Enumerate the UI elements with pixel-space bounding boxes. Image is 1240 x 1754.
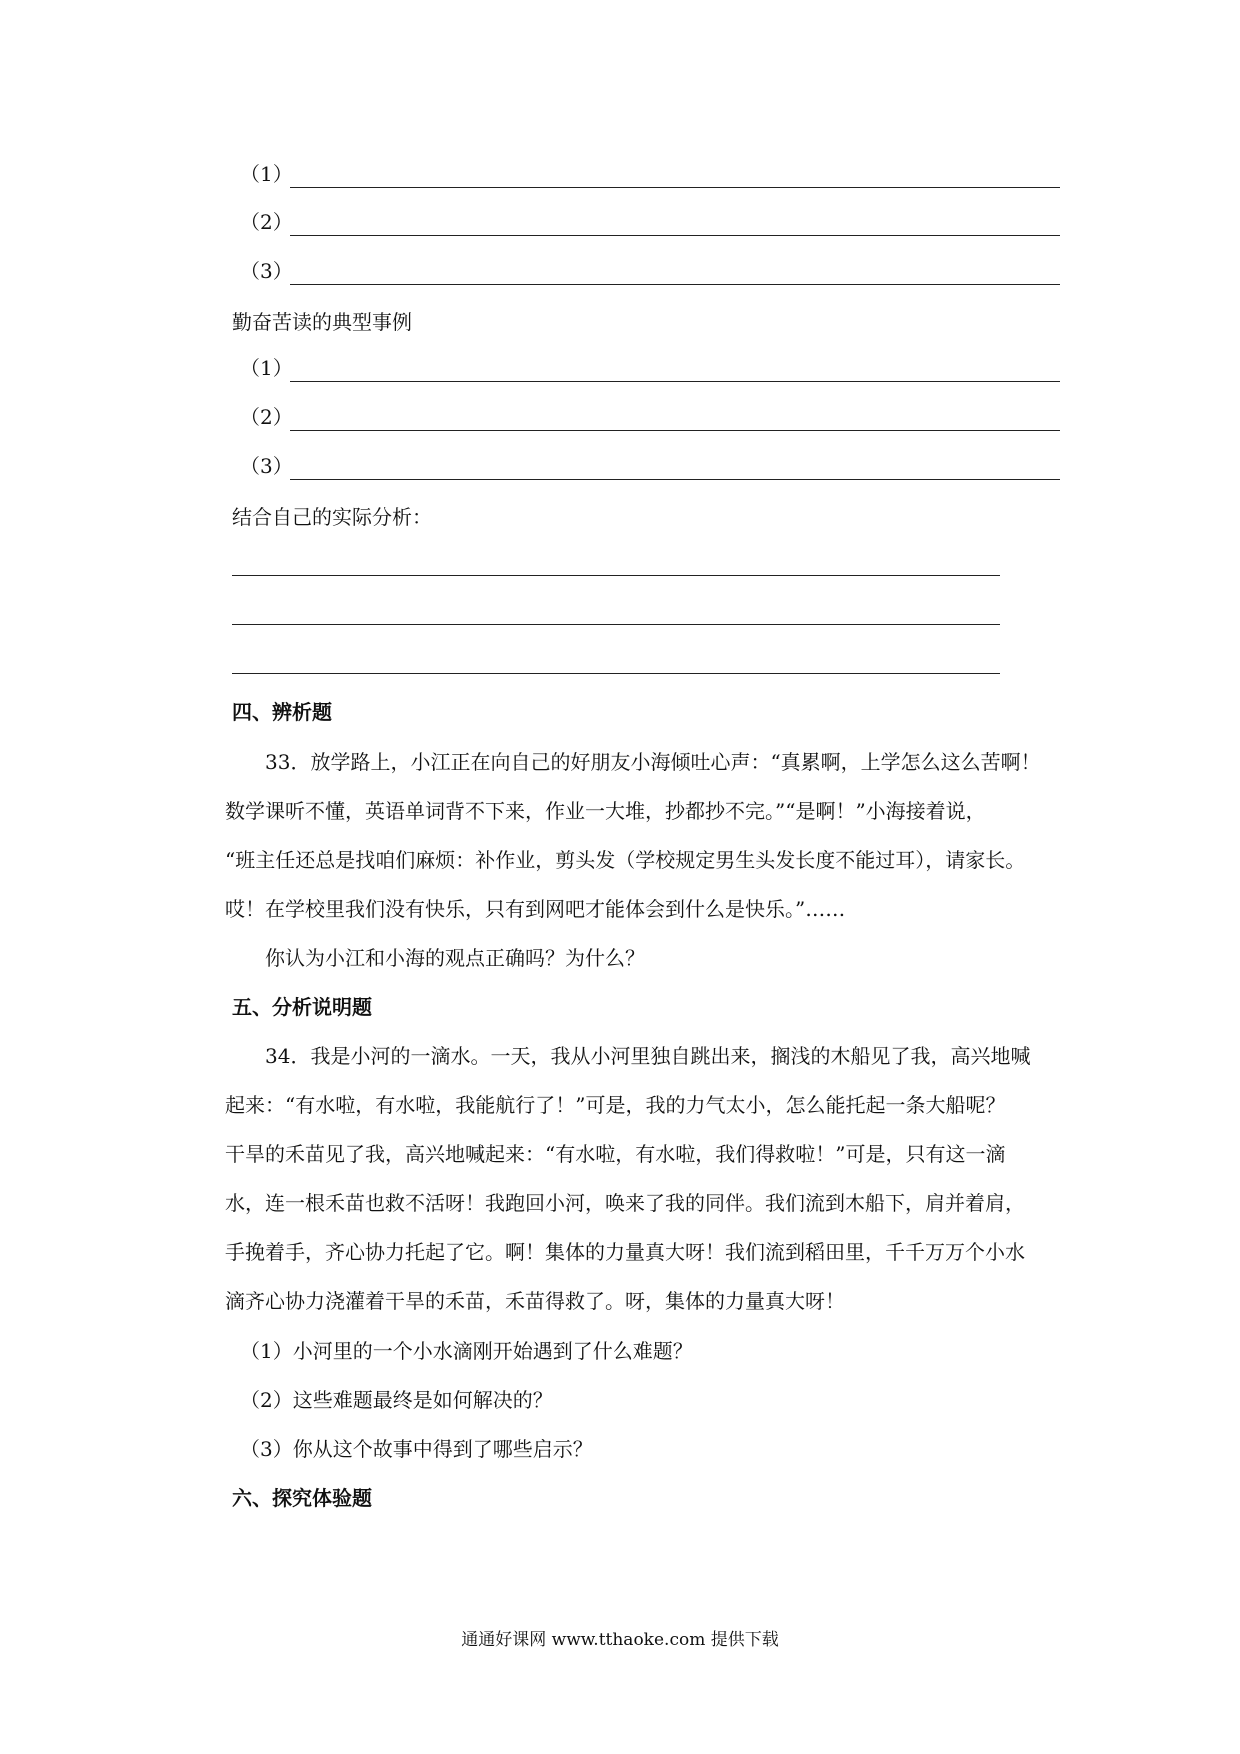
fill-line-row[interactable]: [240, 148, 1060, 188]
fill-line-row[interactable]: [240, 196, 1060, 236]
text-line: 哎！在学校里我们没有快乐，只有到网吧才能体会到什么是快乐。”……: [225, 897, 846, 921]
question-33-text: [225, 738, 1060, 934]
item-number: （2）: [240, 405, 293, 429]
item-number: （1）: [240, 162, 293, 186]
text-line: “班主任还总是找咱们麻烦：补作业，剪头发（学校规定男生头发长度不能过耳），请家长。: [225, 848, 1026, 872]
sub-question: （1）小河里的一个小水滴刚开始遇到了什么难题？: [240, 1339, 693, 1363]
answer-line[interactable]: [232, 624, 1000, 625]
text-line: 34．我是小河的一滴水。一天，我从小河里独自跳出来，搁浅的木船见了我，高兴地喊: [265, 1044, 1031, 1068]
sub-question: （2）这些难题最终是如何解决的？: [240, 1388, 553, 1412]
fill-line-row[interactable]: [240, 440, 1060, 480]
group-title: 勤奋苦读的典型事例: [232, 310, 412, 334]
answer-line[interactable]: [232, 673, 1000, 674]
blank-line[interactable]: [290, 209, 1060, 236]
text-line: 水，连一根禾苗也救不活呀！我跑回小河，唤来了我的同伴。我们流到木船下，肩并着肩，: [225, 1191, 1025, 1215]
section-heading: 五、分析说明题: [232, 995, 372, 1019]
item-number: （3）: [240, 259, 293, 283]
fill-line-row[interactable]: [240, 245, 1060, 285]
section-heading: 六、探究体验题: [232, 1486, 372, 1510]
blank-line[interactable]: [290, 161, 1060, 188]
question-34-text: [225, 1032, 1060, 1326]
fill-line-row[interactable]: [240, 342, 1060, 382]
blank-line[interactable]: [290, 355, 1060, 382]
item-number: （1）: [240, 356, 293, 380]
question-33-prompt: 你认为小江和小海的观点正确吗？为什么？: [265, 946, 645, 970]
item-number: （2）: [240, 210, 293, 234]
text-line: 起来：“有水啦，有水啦，我能航行了！”可是，我的力气太小，怎么能托起一条大船呢？: [225, 1093, 1006, 1117]
section-heading: 四、辨析题: [232, 700, 332, 724]
text-line: 数学课听不懂，英语单词背不下来，作业一大堆，抄都抄不完。”“是啊！”小海接着说，: [225, 799, 986, 823]
sub-question: （3）你从这个故事中得到了哪些启示？: [240, 1437, 593, 1461]
analysis-title: 结合自己的实际分析：: [232, 505, 432, 529]
blank-line[interactable]: [290, 453, 1060, 480]
text-line: 手挽着手，齐心协力托起了它。啊！集体的力量真大呀！我们流到稻田里，千千万万个小水: [225, 1240, 1025, 1264]
blank-line[interactable]: [290, 404, 1060, 431]
text-line: 干旱的禾苗见了我，高兴地喊起来：“有水啦，有水啦，我们得救啦！”可是，只有这一滴: [225, 1142, 1006, 1166]
blank-line[interactable]: [290, 258, 1060, 285]
text-line: 33．放学路上，小江正在向自己的好朋友小海倾吐心声：“真累啊，上学怎么这么苦啊！: [265, 750, 1041, 774]
fill-line-row[interactable]: [240, 391, 1060, 431]
text-line: 滴齐心协力浇灌着干旱的禾苗，禾苗得救了。呀，集体的力量真大呀！: [225, 1289, 845, 1313]
answer-line[interactable]: [232, 575, 1000, 576]
page-footer: 通通好课网 www.tthaoke.com 提供下载: [461, 1630, 779, 1650]
item-number: （3）: [240, 454, 293, 478]
